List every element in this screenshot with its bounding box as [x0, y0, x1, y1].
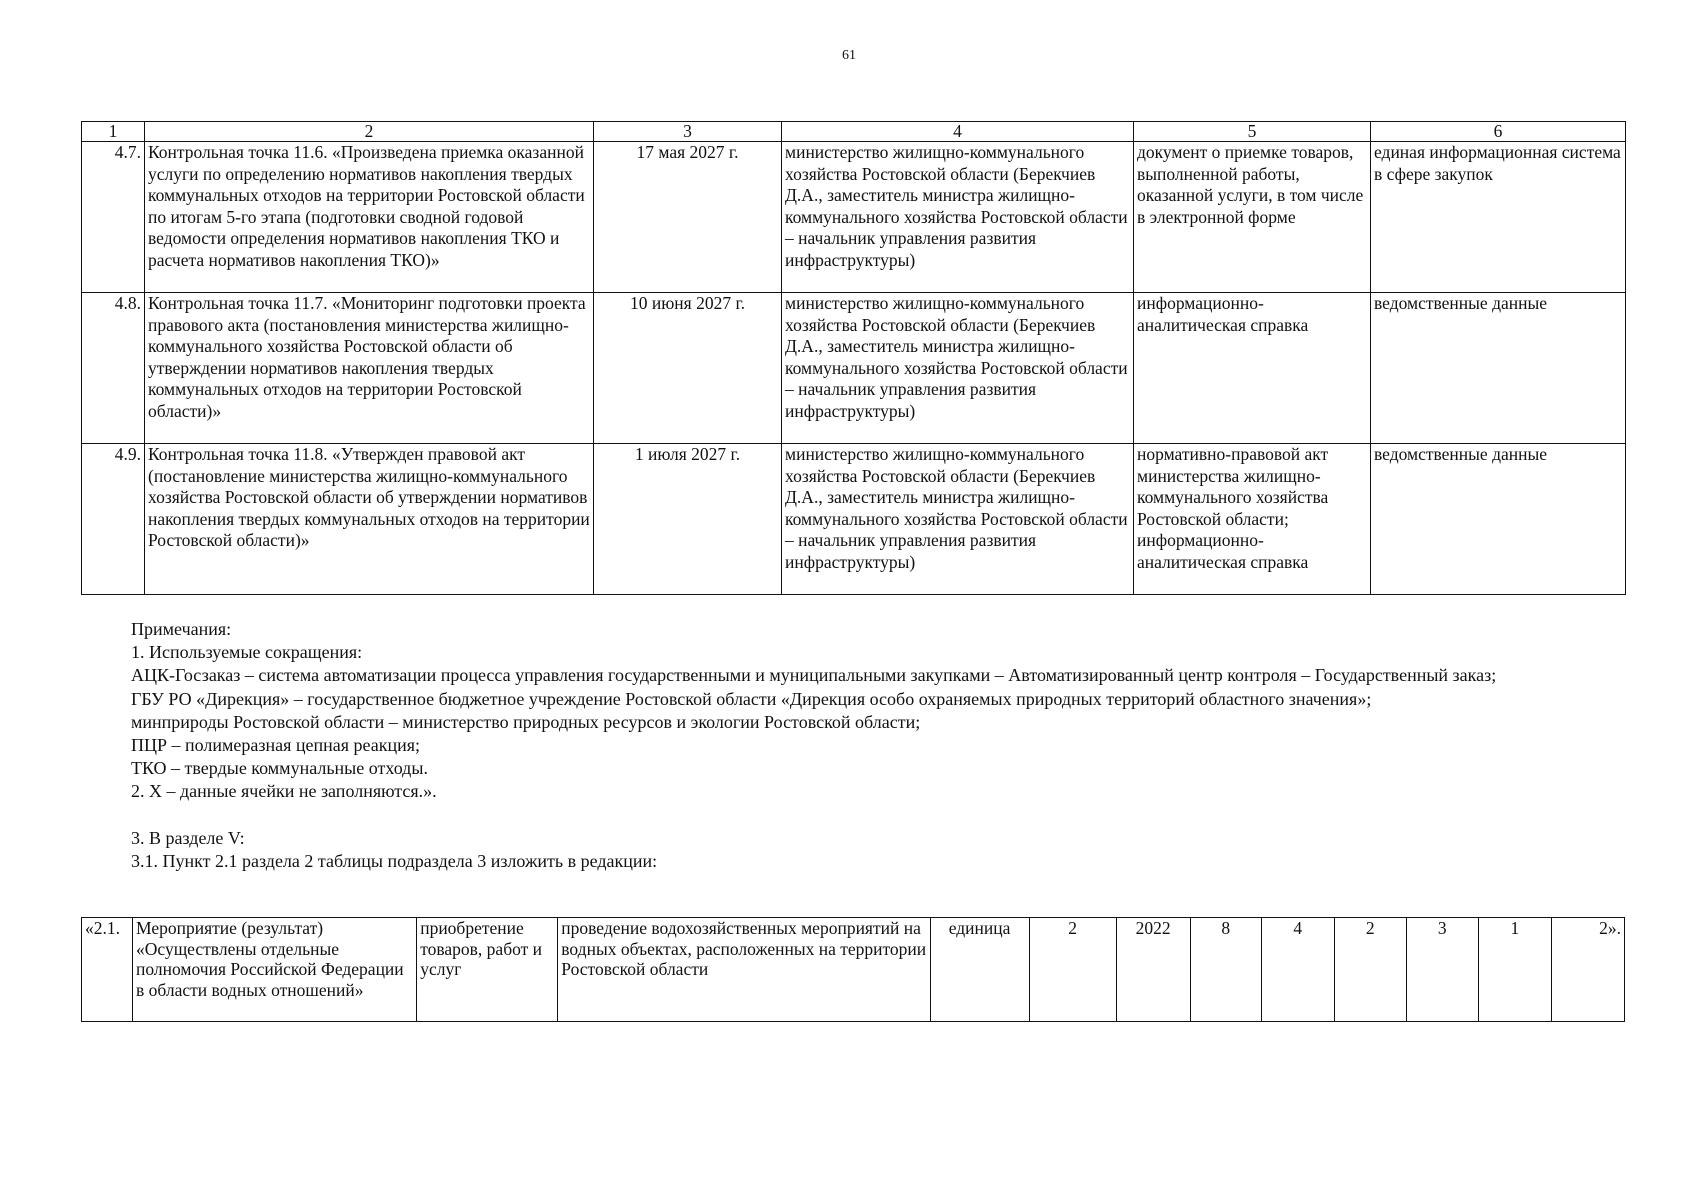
spacer — [81, 804, 1625, 827]
value-cell: 2». — [1551, 918, 1624, 1022]
table-row — [82, 142, 1626, 293]
event-table — [81, 917, 1625, 1022]
notes-item-2: 2. Х – данные ячейки не заполняются.». — [131, 781, 437, 802]
value-cell: 3 — [1406, 918, 1478, 1022]
header-cell: 6 — [1371, 122, 1626, 142]
document-type: нормативно-правовой акт министерства жилищно-коммунального хозяйства Ростовской области; информационно-аналитическая справка — [1134, 444, 1371, 595]
table-row — [82, 918, 1625, 1022]
value-cell: 2 — [1334, 918, 1406, 1022]
value-cell: 1 — [1478, 918, 1551, 1022]
event-description: проведение водохозяйственных мероприятий на водных объектах, расположенных на территории Ростовской области — [558, 918, 930, 1022]
abbreviation: минприроды Ростовской области – министерство природных ресурсов и экологии Ростовской области; — [131, 711, 921, 732]
event-name: Мероприятие (результат) «Осуществлены отдельные полномочия Российской Федерации в области водных отношений» — [133, 918, 417, 1022]
value-cell: 2 — [1029, 918, 1116, 1022]
control-points-table — [81, 121, 1626, 595]
abbreviation: АЦК-Госзаказ – система автоматизации процесса управления государственными и муниципальными закупками – Автоматизированный центр контроля – Государственный заказ; — [131, 665, 1497, 686]
deadline-date: 10 июня 2027 г. — [594, 293, 782, 444]
header-cell: 1 — [82, 122, 145, 142]
control-point-description: Контрольная точка 11.7. «Мониторинг подготовки проекта правового акта (постановления министерства жилищно-коммунального хозяйства Ростовской области об утверждении нормативов накопления твердых коммунальных отходов на территории Ростовской области)» — [145, 293, 594, 444]
control-point-description: Контрольная точка 11.8. «Утвержден правовой акт (постановление министерства жилищно-коммунального хозяйства Ростовской области об утверждении нормативов накопления твердых коммунальных отходов на территории Ростовской области)» — [145, 444, 594, 595]
notes-title: Примечания: — [131, 619, 232, 639]
deadline-date: 1 июля 2027 г. — [594, 444, 782, 595]
control-point-description: Контрольная точка 11.6. «Произведена приемка оказанной услуги по определению нормативов накопления твердых коммунальных отходов на территории Ростовской области по итогам 5-го этапа (подготовки сводной годовой ведомости определения нормативов накопления ТКО и расчета нормативов накопления ТКО)» — [145, 142, 594, 293]
section-heading: 3. В разделе V: — [131, 827, 245, 848]
abbreviation: ГБУ РО «Дирекция» – государственное бюджетное учреждение Ростовской области «Дирекция особо охраняемых природных территорий областного значения»; — [131, 688, 1372, 709]
value-cell: 2022 — [1116, 918, 1190, 1022]
header-cell: 3 — [594, 122, 782, 142]
notes-section — [81, 618, 1625, 873]
document-type: информационно-аналитическая справка — [1134, 293, 1371, 444]
row-number: 4.7. — [82, 142, 145, 293]
unit-of-measure: единица — [930, 918, 1029, 1022]
header-cell: 5 — [1134, 122, 1371, 142]
event-type: приобретение товаров, работ и услуг — [417, 918, 558, 1022]
abbreviation: ТКО – твердые коммунальные отходы. — [131, 758, 428, 779]
document-type: документ о приемке товаров, выполненной работы, оказанной услуги, в том числе в электронной форме — [1134, 142, 1371, 293]
responsible-party: министерство жилищно-коммунального хозяйства Ростовской области (Берекчиев Д.А., заместитель министра жилищно-коммунального хозяйства Ростовской области – начальник управления развития инфраструктуры) — [782, 142, 1134, 293]
info-system: ведомственные данные — [1371, 293, 1626, 444]
notes-item-1: 1. Используемые сокращения: — [131, 642, 363, 663]
info-system: единая информационная система в сфере закупок — [1371, 142, 1626, 293]
subsection-heading: 3.1. Пункт 2.1 раздела 2 таблицы подраздела 3 изложить в редакции: — [131, 850, 658, 871]
table-row — [82, 444, 1626, 595]
value-cell: 4 — [1261, 918, 1334, 1022]
responsible-party: министерство жилищно-коммунального хозяйства Ростовской области (Берекчиев Д.А., заместитель министра жилищно-коммунального хозяйства Ростовской области – начальник управления развития инфраструктуры) — [782, 293, 1134, 444]
responsible-party: министерство жилищно-коммунального хозяйства Ростовской области (Берекчиев Д.А., заместитель министра жилищно-коммунального хозяйства Ростовской области – начальник управления развития инфраструктуры) — [782, 444, 1134, 595]
info-system: ведомственные данные — [1371, 444, 1626, 595]
value-cell: 8 — [1190, 918, 1261, 1022]
row-number: «2.1. — [82, 918, 133, 1022]
abbreviation: ПЦР – полимеразная цепная реакция; — [131, 735, 421, 756]
page-number: 61 — [842, 48, 856, 63]
table-header-row — [82, 122, 1626, 142]
row-number: 4.9. — [82, 444, 145, 595]
row-number: 4.8. — [82, 293, 145, 444]
deadline-date: 17 мая 2027 г. — [594, 142, 782, 293]
header-cell: 4 — [782, 122, 1134, 142]
table-row — [82, 293, 1626, 444]
header-cell: 2 — [145, 122, 594, 142]
